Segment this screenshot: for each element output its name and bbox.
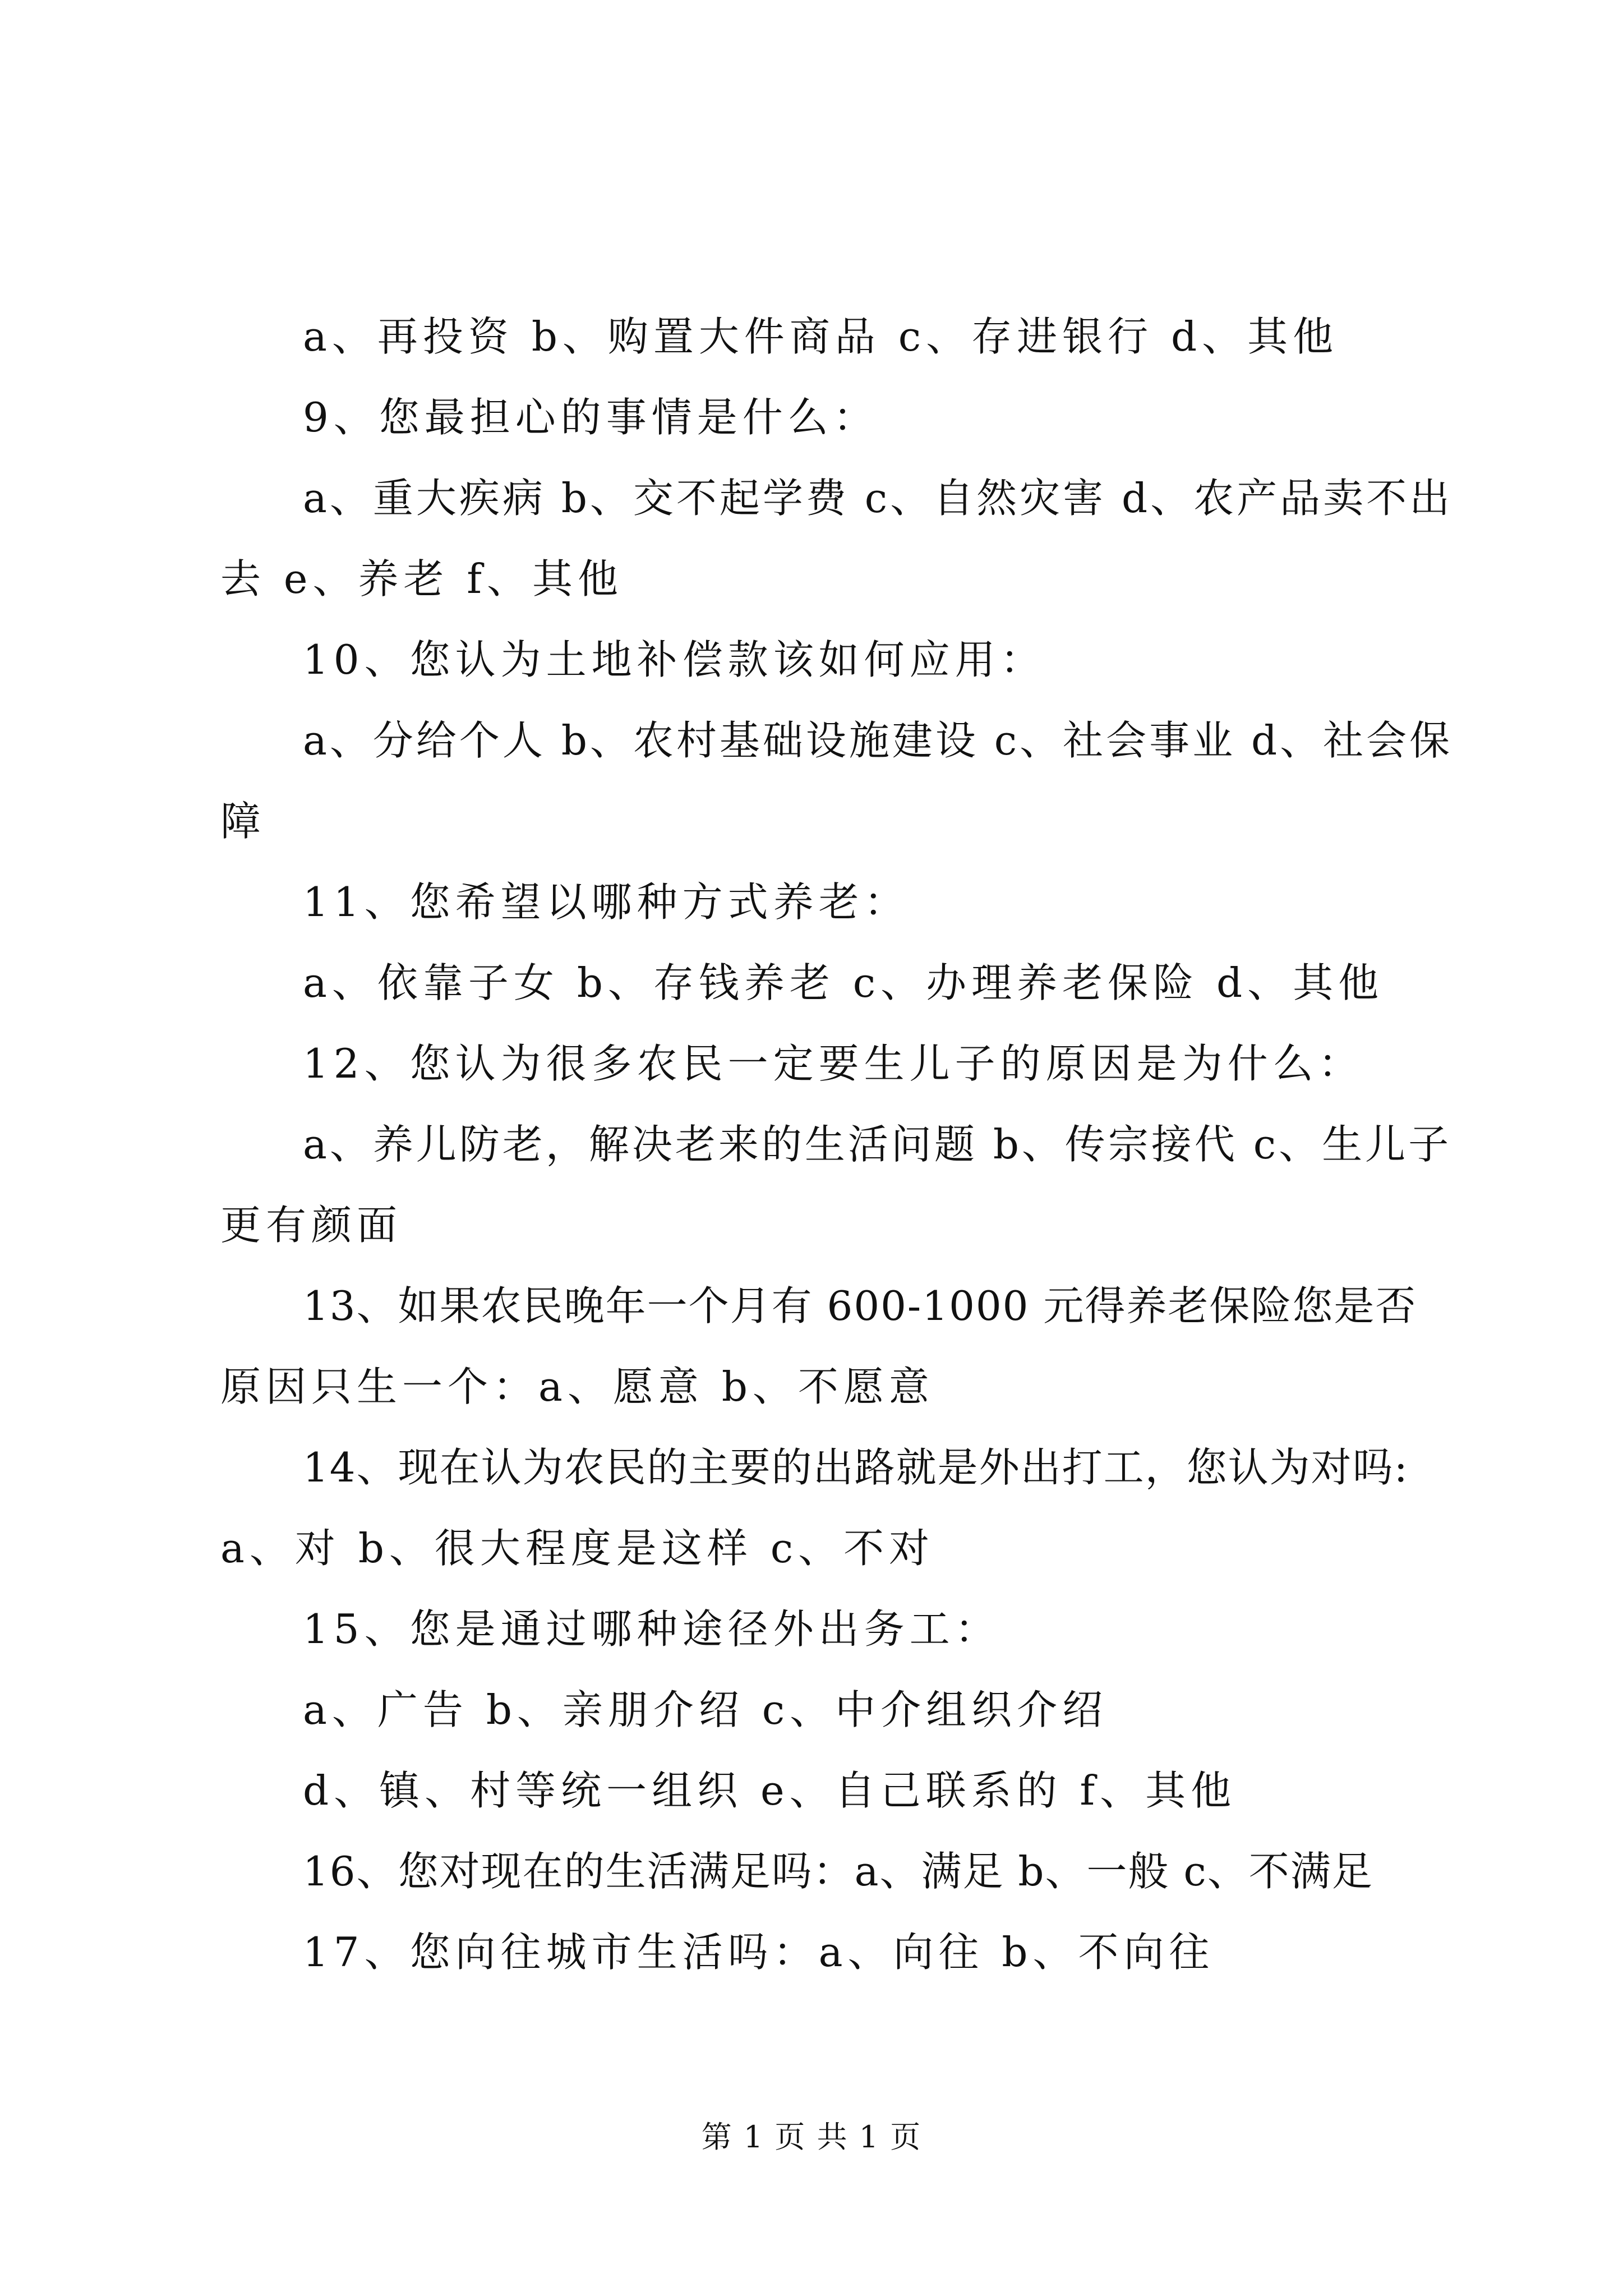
answer-options-line: a、广告 b、亲朋介绍 c、中介组织介绍 <box>303 1686 1108 1733</box>
answer-options-line: a、再投资 b、购置大件商品 c、存进银行 d、其他 <box>303 313 1339 360</box>
answer-options-line: a、依靠子女 b、存钱养老 c、办理养老保险 d、其他 <box>303 959 1384 1006</box>
question-11: 11、您希望以哪种方式养老： <box>303 878 910 926</box>
answer-options-continuation: a、对 b、很大程度是这样 c、不对 <box>220 1525 935 1572</box>
answer-options-line: a、分给个人 b、农村基础设施建设 c、社会事业 d、社会保 <box>303 717 1453 764</box>
answer-options-line: d、镇、村等统一组织 e、自己联系的 f、其他 <box>303 1767 1237 1814</box>
question-10: 10、您认为土地补偿款该如何应用： <box>303 636 1046 683</box>
question-15: 15、您是通过哪种途径外出务工： <box>303 1605 1000 1653</box>
answer-options-line: a、重大疾病 b、交不起学费 c、自然灾害 d、农产品卖不出 <box>303 475 1453 522</box>
question-9: 9、您最担心的事情是什么： <box>303 394 879 441</box>
question-13-continuation: 原因只生一个：a、愿意 b、不愿意 <box>220 1363 934 1410</box>
answer-options-line: a、养儿防老，解决老来的生活问题 b、传宗接代 c、生儿子 <box>303 1121 1452 1168</box>
page-number-footer: 第 1 页 共 1 页 <box>701 2119 922 2155</box>
question-14: 14、现在认为农民的主要的出路就是外出打工，您认为对吗: <box>303 1444 1409 1491</box>
question-16: 16、您对现在的生活满足吗：a、满足 b、一般 c、不满足 <box>303 1848 1373 1895</box>
question-12: 12、您认为很多农民一定要生儿子的原因是为什么： <box>303 1040 1364 1087</box>
answer-options-continuation: 更有颜面 <box>220 1202 403 1249</box>
question-17: 17、您向往城市生活吗：a、向往 b、不向往 <box>303 1929 1215 1976</box>
question-13: 13、如果农民晚年一个月有 600-1000 元得养老保险您是否 <box>303 1282 1417 1329</box>
answer-options-continuation: 障 <box>220 798 266 845</box>
answer-options-continuation: 去 e、养老 f、其他 <box>220 555 624 602</box>
